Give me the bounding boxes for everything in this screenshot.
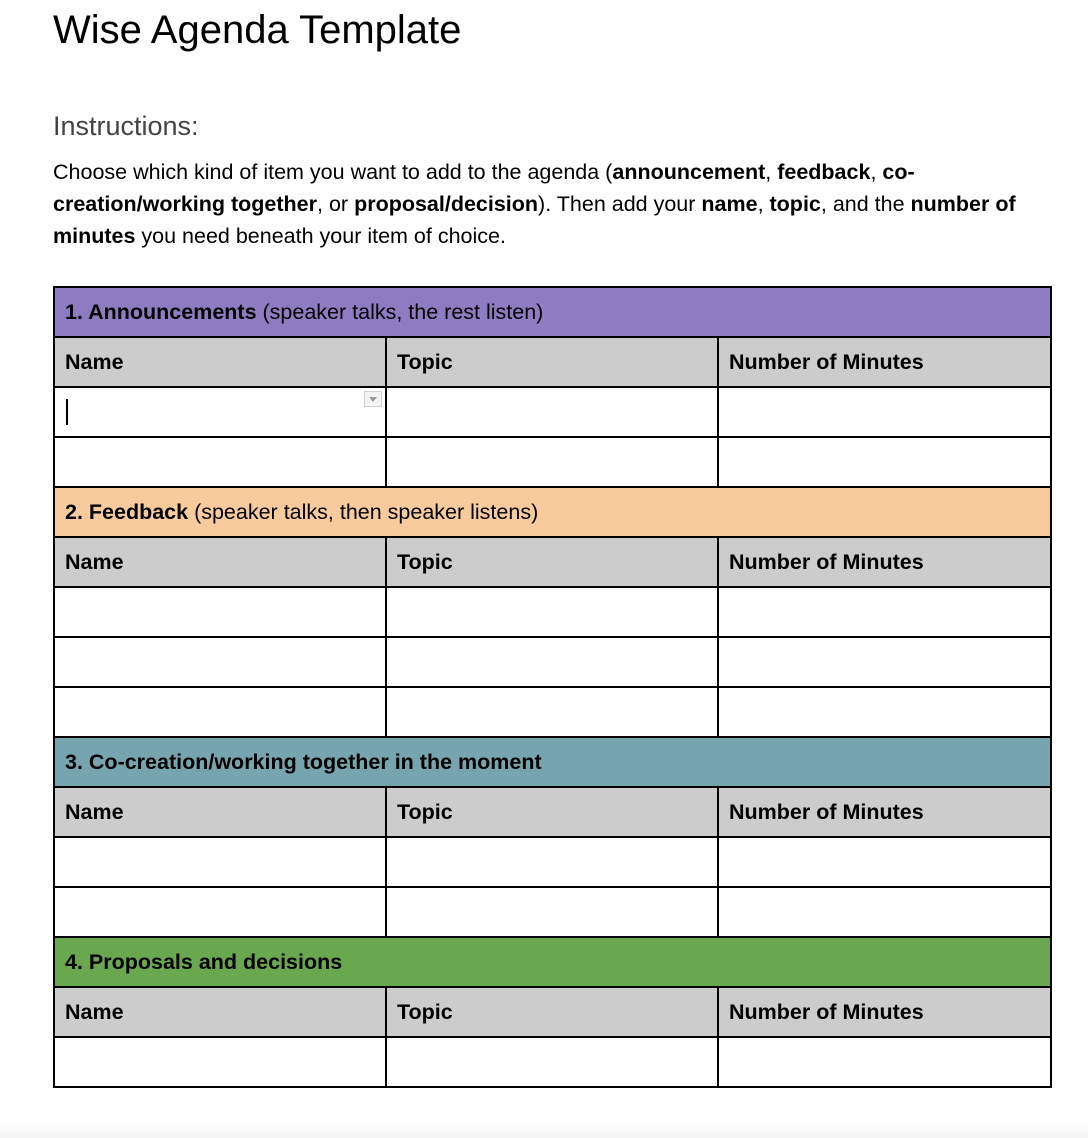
minutes-cell[interactable] xyxy=(718,587,1051,637)
instructions-bold-feedback: feedback xyxy=(777,160,871,184)
instructions-paragraph[interactable] xyxy=(53,156,1043,252)
instructions-text: , xyxy=(870,160,883,184)
topic-cell[interactable] xyxy=(386,837,718,887)
table-row xyxy=(54,887,1051,937)
minutes-cell[interactable] xyxy=(718,637,1051,687)
name-cell[interactable] xyxy=(54,637,386,687)
minutes-cell[interactable] xyxy=(718,887,1051,937)
table-row xyxy=(54,437,1051,487)
table-row xyxy=(54,1037,1051,1087)
section-header-row xyxy=(54,937,1051,987)
topic-cell[interactable] xyxy=(386,637,718,687)
table-row xyxy=(54,587,1051,637)
section-header-row xyxy=(54,287,1051,337)
section-title: 3. Co-creation/working together in the moment xyxy=(65,749,542,774)
section-header-row xyxy=(54,737,1051,787)
table-row xyxy=(54,837,1051,887)
column-header-topic[interactable]: Topic xyxy=(386,337,718,387)
column-header-topic[interactable]: Topic xyxy=(386,537,718,587)
column-header-row xyxy=(54,337,1051,387)
text-cursor xyxy=(66,399,68,425)
topic-cell[interactable] xyxy=(386,587,718,637)
section-header-announcements[interactable] xyxy=(54,287,1051,337)
section-title: 1. Announcements xyxy=(65,299,257,324)
table-row xyxy=(54,637,1051,687)
name-cell[interactable] xyxy=(54,887,386,937)
instructions-bold-minutes: number of minutes xyxy=(53,192,1016,248)
column-header-name[interactable]: Name xyxy=(54,337,386,387)
instructions-bold-cocreation: co-creation/working together xyxy=(53,160,915,216)
name-cell[interactable] xyxy=(54,687,386,737)
agenda-table xyxy=(53,286,1052,1088)
document-title[interactable]: Wise Agenda Template xyxy=(53,8,462,52)
section-title: 2. Feedback xyxy=(65,499,189,524)
minutes-cell[interactable] xyxy=(718,687,1051,737)
column-header-name[interactable]: Name xyxy=(54,787,386,837)
viewport-bottom-shadow xyxy=(0,1122,1088,1138)
minutes-cell[interactable] xyxy=(718,437,1051,487)
column-header-topic[interactable]: Topic xyxy=(386,787,718,837)
section-header-proposals[interactable] xyxy=(54,937,1051,987)
column-header-minutes[interactable]: Number of Minutes xyxy=(718,987,1051,1037)
column-header-row xyxy=(54,537,1051,587)
minutes-cell[interactable] xyxy=(718,1037,1051,1087)
instructions-heading[interactable]: Instructions: xyxy=(53,111,199,141)
dropdown-arrow-icon[interactable] xyxy=(364,391,382,407)
column-header-row xyxy=(54,987,1051,1037)
column-header-minutes[interactable]: Number of Minutes xyxy=(718,787,1051,837)
column-header-topic[interactable]: Topic xyxy=(386,987,718,1037)
instructions-text: , xyxy=(765,160,778,184)
name-cell[interactable] xyxy=(54,587,386,637)
topic-cell[interactable] xyxy=(386,887,718,937)
instructions-text: Choose which kind of item you want to add to the agenda ( xyxy=(53,160,613,184)
column-header-minutes[interactable]: Number of Minutes xyxy=(718,337,1051,387)
instructions-bold-announcement: announcement xyxy=(612,160,766,184)
instructions-bold-name: name xyxy=(701,192,758,216)
section-header-row xyxy=(54,487,1051,537)
instructions-text: , xyxy=(757,192,770,216)
column-header-name[interactable]: Name xyxy=(54,987,386,1037)
instructions-bold-topic: topic xyxy=(769,192,821,216)
section-header-feedback[interactable] xyxy=(54,487,1051,537)
section-subtitle: (speaker talks, the rest listen) xyxy=(256,299,544,324)
name-cell[interactable] xyxy=(54,387,386,437)
topic-cell[interactable] xyxy=(386,1037,718,1087)
minutes-cell[interactable] xyxy=(718,837,1051,887)
name-cell[interactable] xyxy=(54,837,386,887)
topic-cell[interactable] xyxy=(386,437,718,487)
minutes-cell[interactable] xyxy=(718,387,1051,437)
topic-cell[interactable] xyxy=(386,387,718,437)
column-header-name[interactable]: Name xyxy=(54,537,386,587)
instructions-text: , or xyxy=(317,192,355,216)
instructions-text: you need beneath your item of choice. xyxy=(135,224,506,248)
section-subtitle: (speaker talks, then speaker listens) xyxy=(188,499,539,524)
table-row xyxy=(54,687,1051,737)
topic-cell[interactable] xyxy=(386,687,718,737)
instructions-text: ). Then add your xyxy=(538,192,702,216)
name-cell[interactable] xyxy=(54,1037,386,1087)
section-title: 4. Proposals and decisions xyxy=(65,949,343,974)
section-header-cocreation[interactable] xyxy=(54,737,1051,787)
column-header-row xyxy=(54,787,1051,837)
name-cell[interactable] xyxy=(54,437,386,487)
instructions-text: , and the xyxy=(820,192,911,216)
instructions-bold-proposal: proposal/decision xyxy=(354,192,539,216)
column-header-minutes[interactable]: Number of Minutes xyxy=(718,537,1051,587)
table-row xyxy=(54,387,1051,437)
